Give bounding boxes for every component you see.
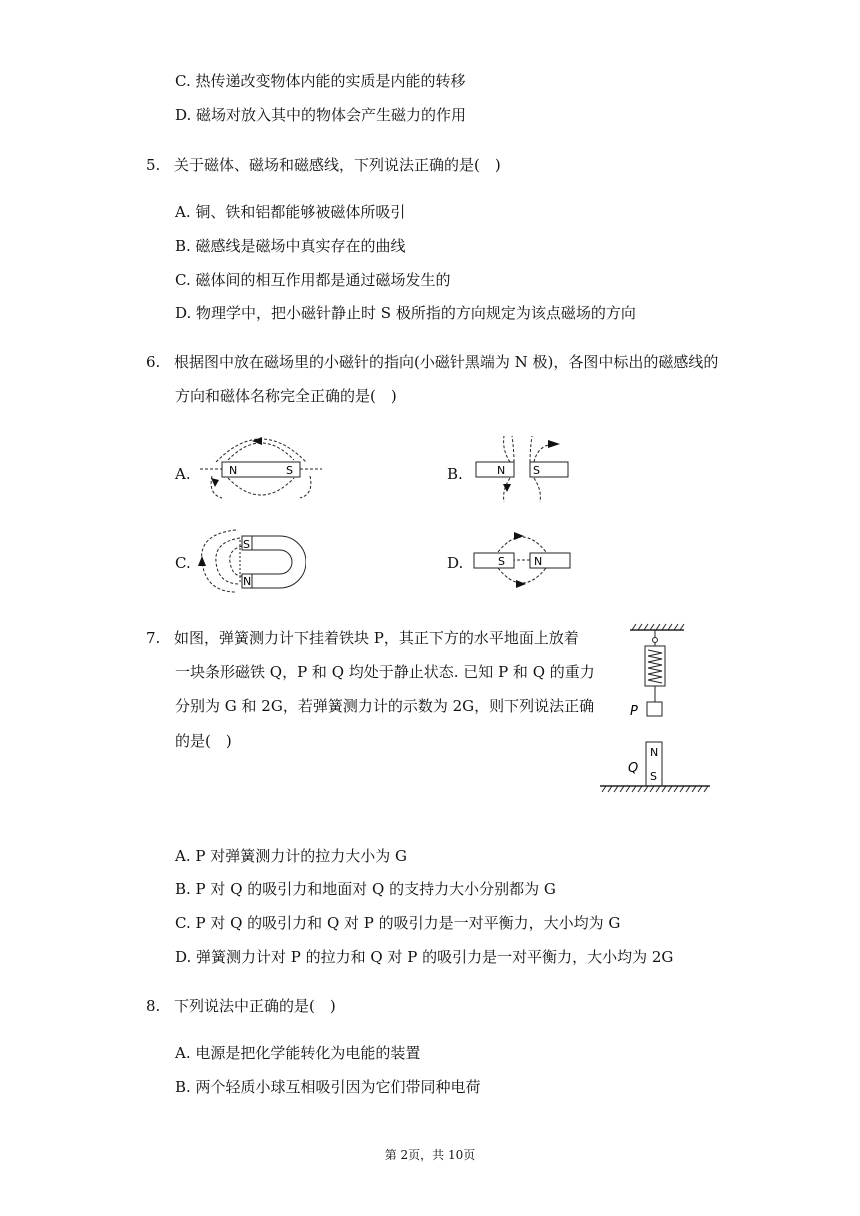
figure-label-d: D. [447,554,464,572]
pole-label: S [498,555,505,568]
q5-option-c: C. 磁体间的相互作用都是通过磁场发生的 [175,271,451,289]
pole-label: N [243,575,252,588]
pole-label: S [533,464,540,477]
question-number: 5. [146,156,161,174]
question-number: 8. [146,997,161,1015]
pole-label: N [534,555,543,568]
q8-option-b: B. 两个轻质小球互相吸引因为它们带同种电荷 [175,1078,481,1096]
pole-label: S [650,770,657,783]
question-stem-line-1: 根据图中放在磁场里的小磁针的指向(小磁针黑端为 N 极)，各图中标出的磁感线的 [174,353,719,371]
q7-option-c: C. P 对 Q 的吸引力和 Q 对 P 的吸引力是一对平衡力，大小均为 G [175,914,621,932]
figure-label-b: B. [447,465,463,483]
figure-d-two-magnets [468,526,576,594]
q7-option-b: B. P 对 Q 的吸引力和地面对 Q 的支持力大小分别都为 G [175,880,556,898]
pole-label: N [229,464,238,477]
q4-option-d: D. 磁场对放入其中的物体会产生磁力的作用 [175,106,467,124]
q7-option-a: A. P 对弹簧测力计的拉力大小为 G [175,847,407,865]
pole-label: N [497,464,506,477]
question-6 [146,352,718,372]
q8-option-a: A. 电源是把化学能转化为电能的装置 [175,1044,421,1062]
q4-option-c: C. 热传递改变物体内能的实质是内能的转移 [175,72,466,90]
figure-label-c: C. [175,554,191,572]
pole-label: S [286,464,293,477]
question-stem-line-2: 一块条形磁铁 Q，P 和 Q 均处于静止状态. 已知 P 和 Q 的重力 [175,663,595,681]
question-7 [146,628,579,648]
figure-b-two-magnets [472,432,572,504]
page-footer: 第 2页，共 10页 [384,1148,476,1162]
q5-option-b: B. 磁感线是磁场中真实存在的曲线 [175,237,406,255]
question-5 [146,155,501,175]
figure-label-a: A. [175,465,191,483]
figure-a-bar-magnet [198,432,324,504]
question-stem: 关于磁体、磁场和磁感线，下列说法正确的是( ) [174,156,501,174]
figure-c-horseshoe-magnet [196,522,306,598]
label-p: P [630,704,638,719]
question-number: 6. [146,353,161,371]
question-stem: 下列说法中正确的是( ) [174,997,336,1015]
question-stem-line-4: 的是( ) [175,732,232,750]
figure-spring-scale-magnet [598,622,714,798]
q7-option-d: D. 弹簧测力计对 P 的拉力和 Q 对 P 的吸引力是一对平衡力，大小均为 2G [175,948,674,966]
pole-label: N [650,746,659,759]
label-q: Q [628,761,639,776]
q5-option-a: A. 铜、铁和铝都能够被磁体所吸引 [175,203,406,221]
question-number: 7. [146,629,161,647]
question-8 [146,996,336,1016]
pole-label: S [243,538,250,551]
question-stem-line-3: 分别为 G 和 2G，若弹簧测力计的示数为 2G，则下列说法正确 [175,697,595,715]
question-stem-line-2: 方向和磁体名称完全正确的是( ) [175,387,397,405]
question-stem-line-1: 如图，弹簧测力计下挂着铁块 P，其正下方的水平地面上放着 [174,629,579,647]
q5-option-d: D. 物理学中，把小磁针静止时 S 极所指的方向规定为该点磁场的方向 [175,304,636,322]
